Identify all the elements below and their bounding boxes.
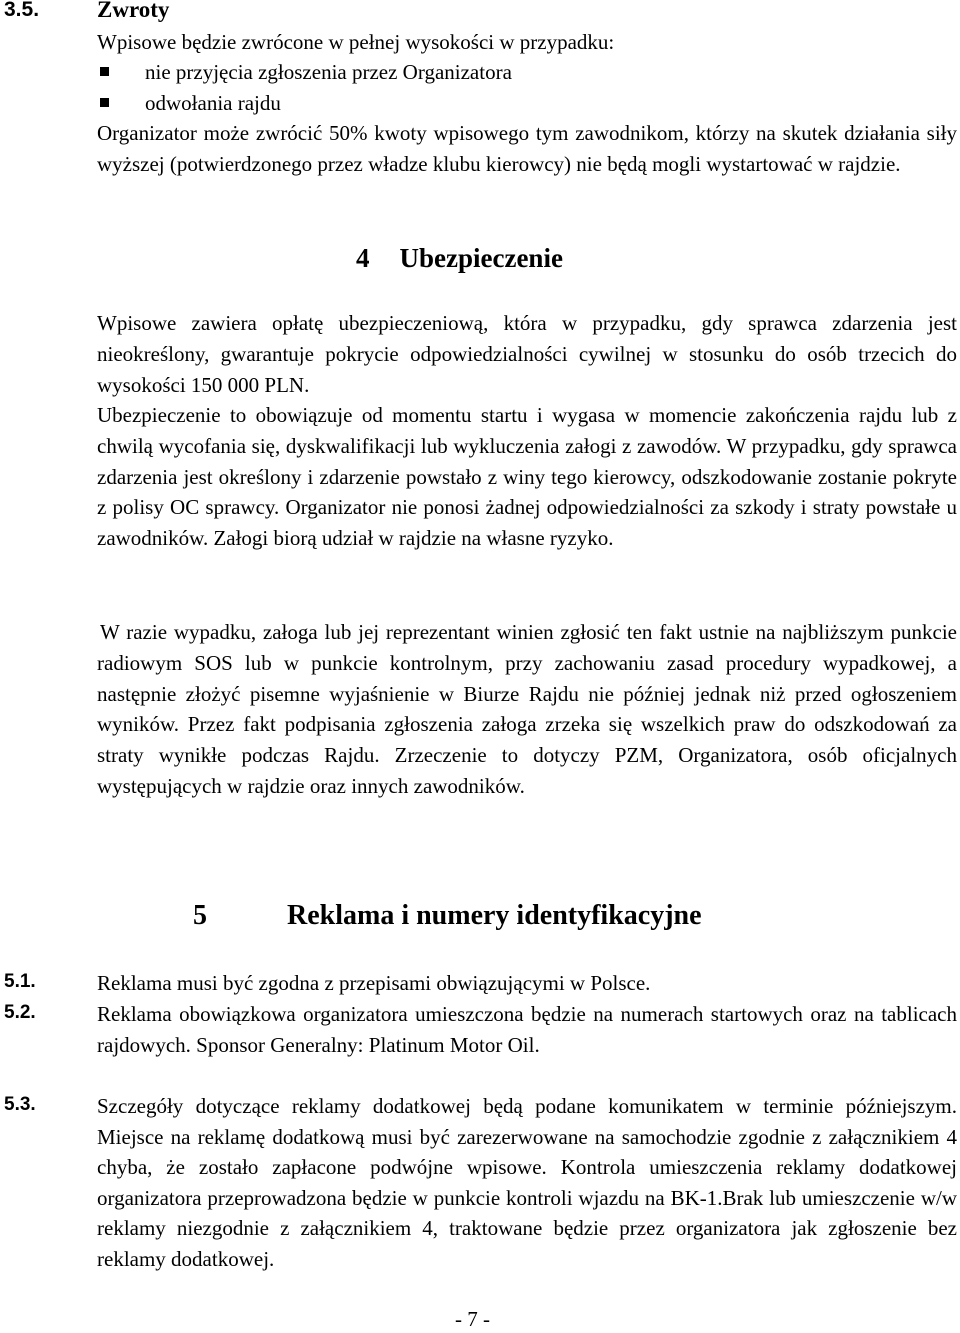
bullet-square-icon [100, 67, 109, 76]
item-number: 5.2. [4, 1002, 36, 1023]
section-3-5-title: Zwroty [97, 0, 170, 22]
section-4-heading-number: 4 [356, 243, 370, 273]
section-3-5-paragraph: Organizator może zwrócić 50% kwoty wpisowego tym zawodnikom, którzy na skutek działania siły wyższej (potwierdzonego przez władze klubu kierowcy) nie będą mogli wystartować w rajdzie. [97, 121, 957, 176]
bullet-item: odwołania rajdu [145, 91, 281, 115]
item-number: 5.3. [4, 1094, 36, 1115]
item-text: Reklama musi być zgodna z przepisami obwiązującymi w Polsce. [97, 971, 651, 995]
section-5-heading [193, 900, 702, 932]
item-text: Reklama obowiązkowa organizatora umieszczona będzie na numerach startowych oraz na tablicach rajdowych. Sponsor Generalny: Platinum Motor Oil. [97, 1002, 957, 1057]
section-3-5-number: 3.5. [4, 0, 40, 21]
section-4-paragraph-3: W razie wypadku, załoga lub jej reprezentant winien zgłosić ten fakt ustnie na najbliższym punkcie radiowym SOS lub w punkcie kontrolnym, przy zachowaniu zasad procedury wypadkowej, a następnie złożyć pisemne wyjaśnienie w Biurze Rajdu nie później jednak niż przed ogłoszeniem wyników. Przez fakt podpisania zgłoszenia załoga zrzeka się wszelkich praw do odszkodowań za straty wynikłe podczas Rajdu. Zrzeczenie to dotyczy PZM, Organizatora, osób oficjalnych występujących w rajdzie oraz innych zawodników. [97, 620, 957, 798]
section-3-5-intro: Wpisowe będzie zwrócone w pełnej wysokości w przypadku: [97, 30, 615, 54]
section-4-heading-title: Ubezpieczenie [399, 243, 563, 273]
section-5-heading-title: Reklama i numery identyfikacyjne [287, 900, 702, 931]
bullet-square-icon [100, 98, 109, 107]
section-5-heading-number: 5 [193, 900, 207, 931]
section-4-paragraph-1: Wpisowe zawiera opłatę ubezpieczeniową, która w przypadku, gdy sprawca zdarzenia jest nieokreślony, gwarantuje pokrycie odpowiedzialności cywilnej w stosunku do osób trzecich do wysokości 150 000 PLN. [97, 311, 957, 397]
section-4-heading [356, 243, 563, 274]
section-4-paragraph-2: Ubezpieczenie to obowiązuje od momentu startu i wygasa w momencie zakończenia rajdu lub z chwilą wycofania się, dyskwalifikacji lub wykluczenia załogi z zawodów. W przypadku, gdy sprawca zdarzenia jest określony i zdarzenie powstało z winy tego kierowcy, odszkodowanie zostanie pokryte z polisy OC sprawcy. Organizator nie ponosi żadnej odpowiedzialności za szkody i straty powstałe u zawodników. Załogi biorą udział w rajdzie na własne ryzyko. [97, 403, 957, 551]
item-text: Szczegóły dotyczące reklamy dodatkowej będą podane komunikatem w terminie późniejszym. Miejsce na reklamę dodatkową musi być zarezerwowane na samochodzie zgodnie z załącznikiem 4 chyba, że zostało zapłacone podwójne wpisowe. Kontrola umieszczenia reklamy dodatkowej organizatora przeprowadzona będzie w punkcie kontroli wjazdu na BK-1.Brak lub umieszczenie w/w reklamy niezgodnie z załącznikiem 4, traktowane będzie przez organizatora jak zgłoszenie bez reklamy dodatkowej. [97, 1094, 957, 1271]
page-number: - 7 - [455, 1307, 490, 1331]
bullet-item: nie przyjęcia zgłoszenia przez Organizatora [145, 60, 512, 84]
item-number: 5.1. [4, 971, 36, 992]
